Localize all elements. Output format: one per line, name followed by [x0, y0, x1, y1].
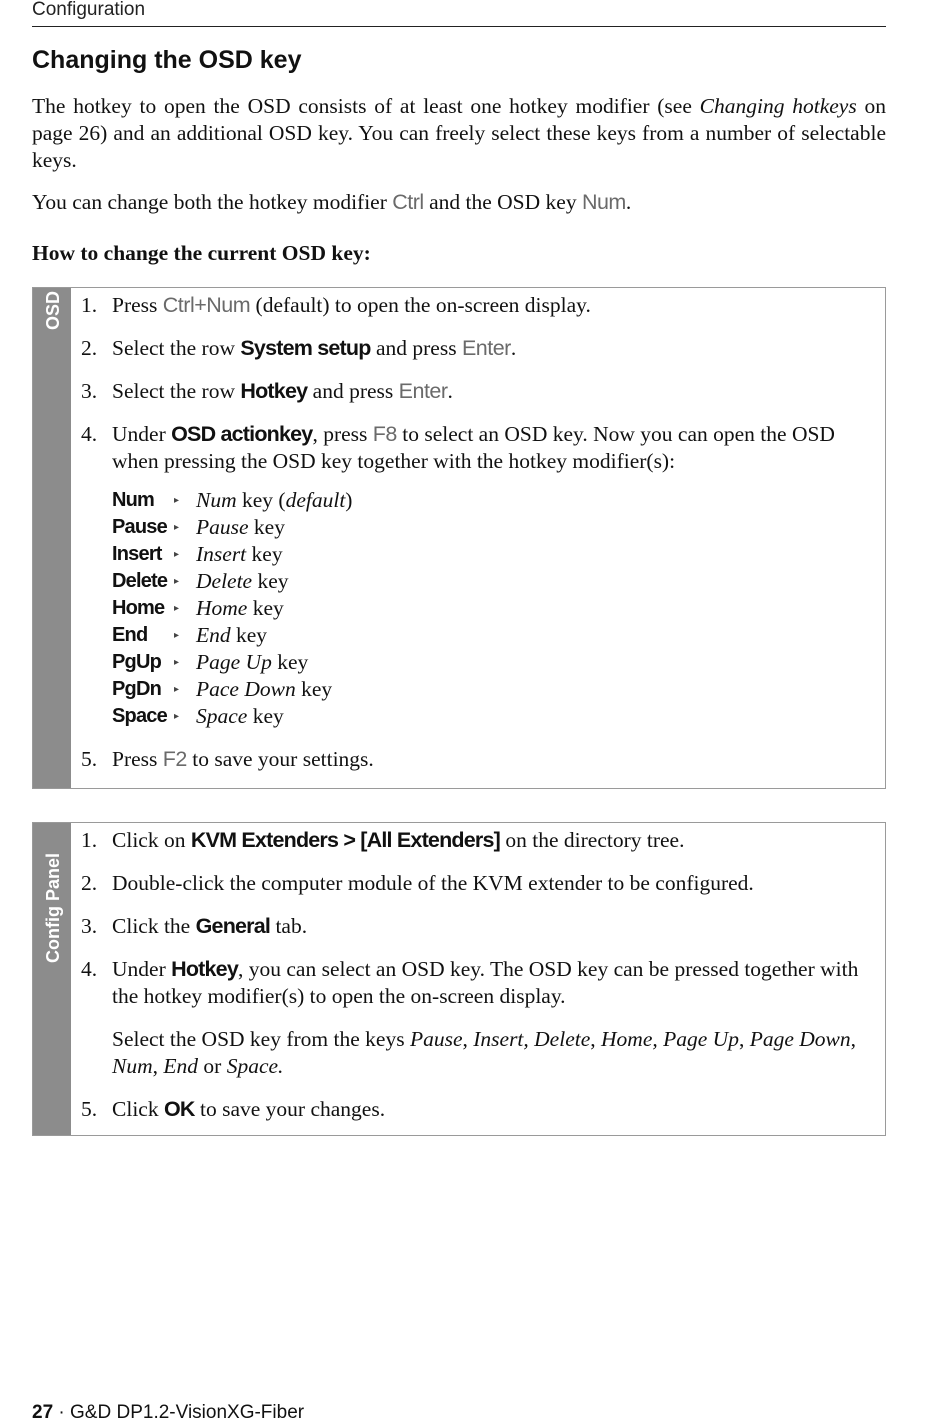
- key-suffix: key: [246, 542, 283, 566]
- step-text: and press: [370, 336, 462, 360]
- key-option-row: [112, 622, 881, 649]
- step-number: 5.: [81, 747, 98, 771]
- step-5: [81, 1096, 881, 1123]
- ok-button-name: OK: [163, 1097, 195, 1121]
- step-2: [81, 870, 881, 897]
- step-text: .: [510, 336, 517, 360]
- osd-steps: [81, 288, 881, 773]
- key-name: PgDn: [112, 678, 162, 700]
- key-f8: F8: [372, 422, 397, 446]
- key-name: Space: [112, 705, 167, 727]
- key-enter: Enter: [398, 379, 448, 403]
- arrow-icon: ▸: [174, 603, 180, 614]
- key-option: Num: [112, 1054, 153, 1078]
- step-text: tab.: [270, 914, 308, 938]
- key-name: Delete: [112, 570, 168, 592]
- key-suffix: key: [271, 650, 309, 674]
- step-text: Select the row: [112, 336, 241, 360]
- step-1: [81, 827, 881, 854]
- step-number: 1.: [81, 828, 98, 852]
- osd-tab-label: OSD: [43, 290, 63, 330]
- config-panel-tab: [33, 823, 71, 1135]
- cross-reference-link[interactable]: Changing hotkeys: [699, 94, 857, 118]
- key-option: Home, Page Up: [601, 1027, 739, 1051]
- step-text: Under: [112, 957, 172, 981]
- step-number: 2.: [81, 871, 98, 895]
- key-f2: F2: [162, 747, 187, 771]
- key-description: [196, 676, 332, 703]
- osd-key-list: [112, 487, 881, 730]
- step-number: 1.: [81, 293, 98, 317]
- arrow-icon: ▸: [174, 684, 180, 695]
- key-option-row: [112, 568, 881, 595]
- key-description: [196, 514, 285, 541]
- key-option: Insert, Delete: [473, 1027, 591, 1051]
- intro-text: The hotkey to open the OSD consists of at least one hotkey modifier (see: [32, 94, 700, 118]
- key-description: [196, 649, 308, 676]
- arrow-icon: ▸: [174, 522, 180, 533]
- key-label: Space: [196, 704, 248, 728]
- key-label: End: [196, 623, 231, 647]
- key-option: End: [163, 1054, 199, 1078]
- arrow-icon: ▸: [174, 495, 180, 506]
- step-text: , you can select an OSD key. The OSD key can be pressed together with the hotkey modifier(s) to open the on-screen display.: [112, 957, 859, 1008]
- key-suffix: key: [252, 569, 289, 593]
- step-text: Under: [112, 422, 172, 446]
- step-4: [81, 956, 881, 1080]
- key-description: [196, 568, 289, 595]
- key-label: Page Up: [196, 650, 272, 674]
- step-5: [81, 746, 881, 773]
- key-option-row: [112, 703, 881, 730]
- arrow-icon: ▸: [174, 549, 180, 560]
- tree-path: KVM Extenders > [All Extenders]: [190, 828, 500, 852]
- intro-text-end: on page 26) and an additional OSD key. You can freely select these keys from a number of selectable keys.: [32, 94, 886, 172]
- key-suffix: key: [248, 515, 285, 539]
- step-number: 4.: [81, 422, 98, 446]
- key-option-row: [112, 487, 881, 514]
- key-description: [196, 622, 267, 649]
- field-name: OSD actionkey: [171, 422, 313, 446]
- key-description: [196, 595, 284, 622]
- key-label: Num: [196, 488, 237, 512]
- modifier-paragraph: [32, 189, 886, 216]
- key-label: Pause: [196, 515, 249, 539]
- running-header: [32, 0, 886, 27]
- step-text: .: [447, 379, 453, 403]
- arrow-icon: ▸: [174, 657, 180, 668]
- key-option: Page Down: [749, 1027, 851, 1051]
- key-description: [196, 487, 352, 514]
- key-name: Insert: [112, 543, 162, 565]
- step-text: Click the: [112, 914, 196, 938]
- intro-paragraph: [32, 93, 886, 174]
- menu-row-name: System setup: [240, 336, 371, 360]
- key-label: Home: [196, 596, 248, 620]
- step-text: on the directory tree.: [500, 828, 685, 852]
- step-number: 4.: [81, 957, 98, 981]
- note-text: Select the OSD key from the keys: [112, 1027, 410, 1051]
- key-ctrl: Ctrl: [392, 190, 424, 214]
- key-description: [196, 541, 283, 568]
- key-option-row: [112, 514, 881, 541]
- note-text: or: [198, 1054, 227, 1078]
- step-3: [81, 378, 881, 405]
- document-title: G&D DP1.2-VisionXG-Fiber: [70, 1402, 305, 1423]
- arrow-icon: ▸: [174, 630, 180, 641]
- key-name: Home: [112, 597, 165, 619]
- step-2: [81, 335, 881, 362]
- key-name: End: [112, 624, 148, 646]
- key-option-row: [112, 595, 881, 622]
- key-suffix: key: [295, 677, 333, 701]
- key-label: Insert: [196, 542, 247, 566]
- step-text: Press: [112, 293, 163, 317]
- step-text: (default) to open the on-screen display.: [250, 293, 591, 317]
- header-section: Configuration: [32, 0, 146, 20]
- page-footer: [32, 1403, 304, 1423]
- key-suffix: key: [247, 596, 284, 620]
- key-description: [196, 703, 284, 730]
- config-panel-procedure-box: [32, 822, 886, 1136]
- menu-row-name: Hotkey: [240, 379, 308, 403]
- key-enter: Enter: [461, 336, 511, 360]
- arrow-icon: ▸: [174, 576, 180, 587]
- key-option: Space.: [226, 1054, 284, 1078]
- key-name: Num: [112, 489, 155, 511]
- tab-name: General: [195, 914, 271, 938]
- key-suffix: ): [345, 488, 353, 512]
- step-number: 3.: [81, 379, 98, 403]
- step-text: Click on: [112, 828, 191, 852]
- key-suffix: key: [247, 704, 284, 728]
- section-title: Changing the OSD key: [32, 46, 302, 74]
- step-text: to save your changes.: [194, 1097, 386, 1121]
- page-number: 27: [32, 1402, 54, 1423]
- step-number: 5.: [81, 1097, 98, 1121]
- key-combo: Ctrl+Num: [162, 293, 251, 317]
- arrow-icon: ▸: [174, 711, 180, 722]
- step-number: 3.: [81, 914, 98, 938]
- modifier-text-mid: and the OSD key: [423, 190, 582, 214]
- select-key-note: Select the OSD key from the keys Pause, Insert, Delete, Home, Page Up, Page Down, Num, End or Space.: [112, 1027, 856, 1078]
- step-text: Press: [112, 747, 163, 771]
- modifier-text: You can change both the hotkey modifier: [32, 190, 393, 214]
- key-suffix: key (: [236, 488, 286, 512]
- key-option-row: [112, 541, 881, 568]
- field-name: Hotkey: [171, 957, 239, 981]
- footer-separator: ·: [53, 1402, 71, 1423]
- procedure-heading: How to change the current OSD key:: [32, 241, 371, 265]
- step-text: to save your settings.: [186, 747, 374, 771]
- step-text: Double-click the computer module of the KVM extender to be configured.: [112, 871, 754, 895]
- step-text: Click: [112, 1097, 164, 1121]
- config-panel-tab-label: Config Panel: [43, 852, 63, 963]
- key-option-row: [112, 676, 881, 703]
- step-text: to select an OSD key. Now you can open the OSD when pressing the OSD key together with the hotkey modifier(s):: [112, 422, 835, 473]
- step-text: Select the row: [112, 379, 241, 403]
- step-4: [81, 421, 881, 730]
- key-option-row: [112, 649, 881, 676]
- key-label: Delete: [196, 569, 253, 593]
- key-num: Num: [581, 190, 626, 214]
- step-3: [81, 913, 881, 940]
- key-name: PgUp: [112, 651, 162, 673]
- key-option: Pause: [409, 1027, 463, 1051]
- key-name: Pause: [112, 516, 167, 538]
- config-panel-steps: [81, 823, 881, 1123]
- step-text: and press: [307, 379, 399, 403]
- step-text: , press: [312, 422, 373, 446]
- period: .: [625, 190, 632, 214]
- osd-procedure-box: [32, 287, 886, 789]
- step-1: [81, 292, 881, 319]
- osd-tab: [33, 288, 71, 788]
- key-label: Pace Down: [196, 677, 296, 701]
- key-suffix: key: [230, 623, 268, 647]
- default-marker: default: [285, 488, 346, 512]
- step-number: 2.: [81, 336, 98, 360]
